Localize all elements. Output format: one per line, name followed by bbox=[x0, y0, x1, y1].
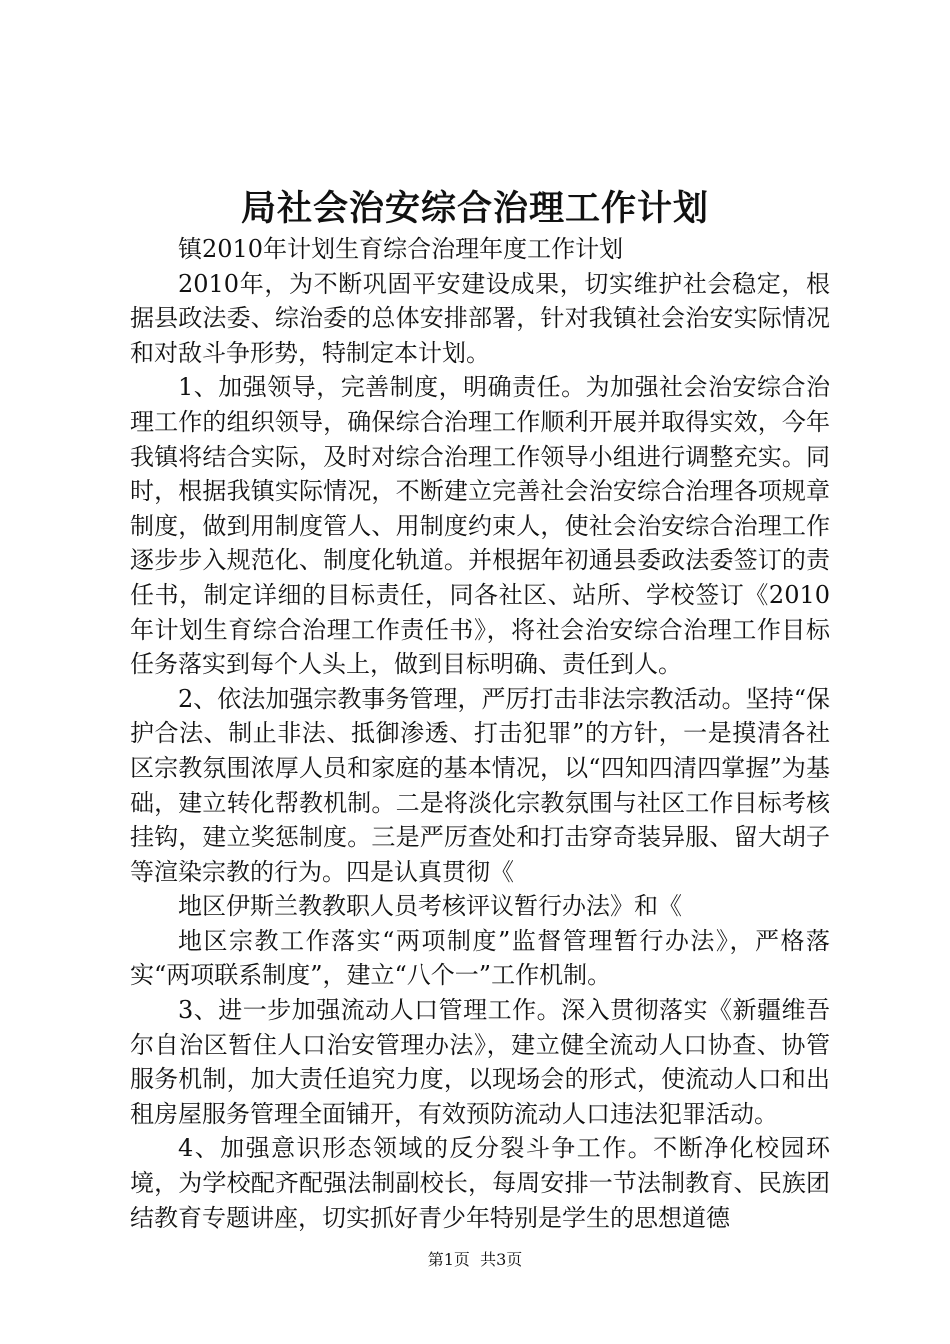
document-title: 局社会治安综合治理工作计划 bbox=[240, 188, 709, 229]
page-footer bbox=[0, 1250, 950, 1270]
paragraph-section-3: 3、进一步加强流动人口管理工作。深入贯彻落实《新疆维吾尔自治区暂住人口治安管理办法》，建立健全流动人口协查、协管服务机制，加大责任追究力度，以现场会的形式，使流动人口和出租房屋服务管理全面铺开，有效预防流动人口违法犯罪活动。 bbox=[130, 996, 830, 1128]
page-number: 第1页 bbox=[427, 1250, 470, 1269]
document-body bbox=[130, 232, 830, 1235]
paragraph-section-1: 1、加强领导，完善制度，明确责任。为加强社会治安综合治理工作的组织领导，确保综合治理工作顺利开展并取得实效，今年我镇将结合实际，及时对综合治理工作领导小组进行调整充实。同时，根据我镇实际情况，不断建立完善社会治安综合治理各项规章制度，做到用制度管人、用制度约束人，使社会治安综合治理工作逐步步入规范化、制度化轨道。并根据年初通县委政法委签订的责任书，制定详细的目标责任，同各社区、站所、学校签订《2010年计划生育综合治理工作责任书》，将社会治安综合治理工作目标任务落实到每个人头上，做到目标明确、责任到人。 bbox=[130, 373, 830, 679]
paragraph-section-2: 2、依法加强宗教事务管理，严厉打击非法宗教活动。坚持“保护合法、制止非法、抵御渗透、打击犯罪”的方针，一是摸清各社区宗教氛围浓厚人员和家庭的基本情况，以“四知四清四掌握”为基础，建立转化帮教机制。二是将淡化宗教氛围与社区工作目标考核挂钩，建立奖惩制度。三是严厉查处和打击穿奇装异服、留大胡子等渲染宗教的行为。四是认真贯彻《 bbox=[130, 684, 830, 886]
paragraph-section-2-cont-b: 地区宗教工作落实“两项制度”监督管理暂行办法》，严格落实“两项联系制度”，建立“八个一”工作机制。 bbox=[130, 926, 830, 990]
paragraph-intro: 2010年，为不断巩固平安建设成果，切实维护社会稳定，根据县政法委、综治委的总体安排部署，针对我镇社会治安实际情况和对敌斗争形势，特制定本计划。 bbox=[130, 269, 830, 367]
paragraph-section-2-cont-a: 地区伊斯兰教教职人员考核评议暂行办法》和《 bbox=[178, 892, 682, 921]
paragraph-subtitle: 镇2010年计划生育综合治理年度工作计划 bbox=[178, 235, 624, 263]
page-total: 共3页 bbox=[480, 1250, 523, 1269]
paragraph-section-4: 4、加强意识形态领域的反分裂斗争工作。不断净化校园环境，为学校配齐配强法制副校长，每周安排一节法制教育、民族团结教育专题讲座，切实抓好青少年特别是学生的思想道德 bbox=[130, 1134, 830, 1232]
